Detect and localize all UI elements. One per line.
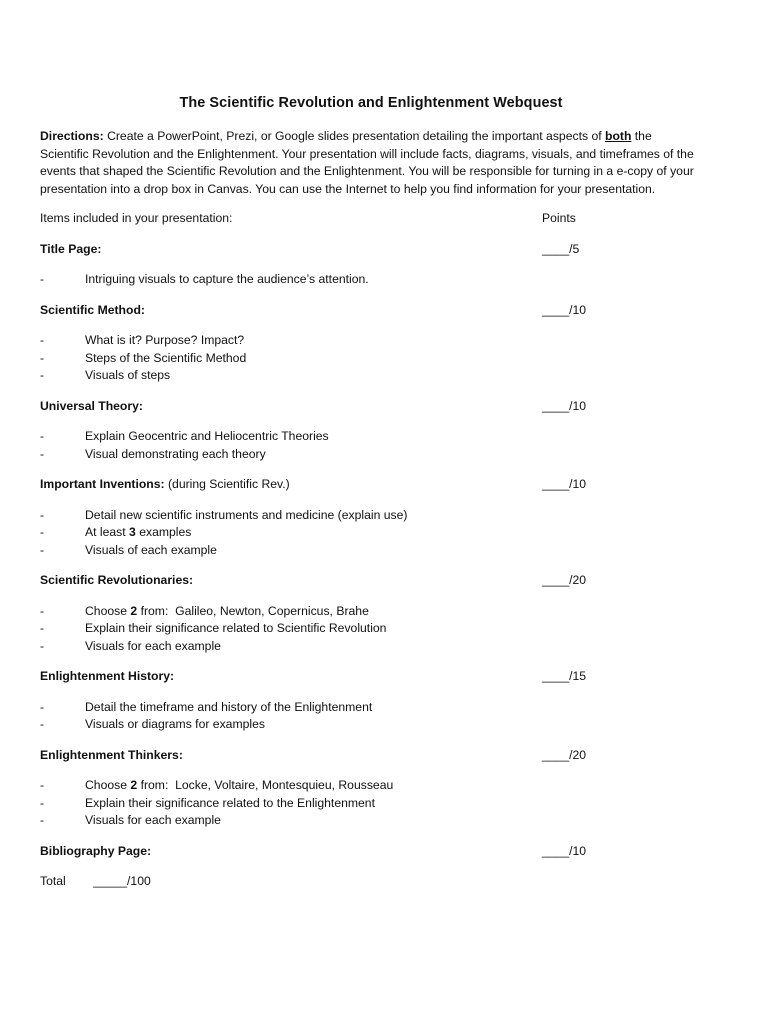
directions-paragraph bbox=[40, 128, 700, 198]
bullet-text: Explain their significance related to Scientific Revolution bbox=[85, 621, 387, 635]
section-bullet-list bbox=[40, 332, 698, 385]
section-points-blank: ____/10 bbox=[542, 398, 587, 413]
section-bullet-list bbox=[40, 699, 698, 734]
bullet-dash: - bbox=[40, 717, 45, 731]
section-heading-row bbox=[40, 572, 698, 590]
section-heading: Bibliography Page: bbox=[40, 843, 152, 858]
rubric-section bbox=[40, 302, 698, 385]
bullet-item bbox=[40, 524, 698, 542]
rubric-section bbox=[40, 398, 698, 464]
directions-text-after: the Scientific Revolution and the Enlightenment. Your presentation will include facts, diagrams, visuals, and timeframes of the events that shaped the Scientific Revolution and the Enlightenment. You will be responsible for turning in a e-copy of your presentation into a drop box in Canvas. You can use the Internet to help you find information for your presentation. bbox=[40, 129, 694, 196]
bullet-dash: - bbox=[40, 446, 45, 461]
total-row bbox=[40, 873, 698, 891]
bullet-item bbox=[40, 507, 698, 525]
bullet-dash: - bbox=[40, 333, 45, 347]
section-bullet-list bbox=[40, 428, 698, 463]
section-heading: Scientific Method: bbox=[40, 302, 145, 317]
points-column-label: Points bbox=[542, 211, 576, 225]
bullet-text-after: examples bbox=[135, 525, 192, 539]
items-header-label: Items included in your presentation: bbox=[40, 211, 233, 225]
bullet-dash: - bbox=[40, 525, 45, 539]
rubric-section bbox=[40, 572, 698, 655]
bullet-text: Visual demonstrating each theory bbox=[85, 446, 266, 461]
bullet-item bbox=[40, 350, 698, 368]
section-heading: Universal Theory: bbox=[40, 398, 143, 413]
bullet-item bbox=[40, 795, 698, 813]
bullet-dash: - bbox=[40, 621, 45, 635]
bullet-text: Detail the timeframe and history of the Enlightenment bbox=[85, 699, 373, 714]
section-bullet-list bbox=[40, 777, 698, 830]
bullet-item bbox=[40, 428, 698, 446]
bullet-text: What is it? Purpose? Impact? bbox=[85, 333, 245, 347]
section-points-blank: ____/10 bbox=[542, 302, 587, 317]
bullet-item bbox=[40, 542, 698, 560]
section-heading-row bbox=[40, 747, 698, 765]
bullet-dash: - bbox=[40, 272, 45, 286]
bullet-item bbox=[40, 638, 698, 656]
bullet-item bbox=[40, 812, 698, 830]
total-label: Total bbox=[40, 874, 66, 888]
bullet-text: Visuals for each example bbox=[85, 813, 221, 827]
rubric-section bbox=[40, 668, 698, 734]
section-heading-row bbox=[40, 241, 698, 259]
bullet-item bbox=[40, 446, 698, 464]
directions-label: Directions: bbox=[40, 129, 104, 143]
section-heading-row bbox=[40, 398, 698, 416]
section-heading: Enlightenment History: bbox=[40, 669, 175, 683]
section-heading: Important Inventions: bbox=[40, 477, 165, 491]
bullet-text-after: from: Locke, Voltaire, Montesquieu, Rousseau bbox=[137, 778, 394, 792]
rubric-section bbox=[40, 747, 698, 830]
bullet-dash: - bbox=[40, 778, 45, 792]
bullet-dash: - bbox=[40, 507, 45, 522]
bullet-bold-number: 3 bbox=[129, 525, 136, 539]
rubric-section bbox=[40, 843, 698, 861]
items-header-row bbox=[40, 210, 698, 228]
rubric-section bbox=[40, 241, 698, 289]
directions-text-before: Create a PowerPoint, Prezi, or Google slides presentation detailing the important aspects of bbox=[107, 129, 602, 143]
bullet-text: Choose bbox=[85, 603, 131, 618]
bullet-text: Visuals for each example bbox=[85, 638, 221, 653]
bullet-item bbox=[40, 367, 698, 385]
bullet-text: Intriguing visuals to capture the audience’s attention. bbox=[85, 272, 369, 286]
bullet-item bbox=[40, 777, 698, 795]
section-heading-note: (during Scientific Rev.) bbox=[164, 477, 290, 491]
section-heading: Title Page: bbox=[40, 241, 102, 256]
section-bullet-list bbox=[40, 603, 698, 656]
bullet-dash: - bbox=[40, 699, 45, 714]
bullet-dash: - bbox=[40, 368, 45, 382]
section-heading-row bbox=[40, 843, 698, 861]
bullet-dash: - bbox=[40, 542, 45, 557]
section-heading-row bbox=[40, 668, 698, 686]
section-heading: Enlightenment Thinkers: bbox=[40, 747, 183, 762]
bullet-text: Steps of the Scientific Method bbox=[85, 350, 247, 365]
section-points-blank: ____/5 bbox=[542, 241, 580, 256]
bullet-item bbox=[40, 603, 698, 621]
section-bullet-list bbox=[40, 507, 698, 560]
bullet-dash: - bbox=[40, 603, 45, 618]
bullet-text: Visuals or diagrams for examples bbox=[85, 717, 265, 731]
rubric-sections bbox=[40, 241, 698, 861]
bullet-dash: - bbox=[40, 795, 45, 810]
section-points-blank: ____/10 bbox=[542, 477, 587, 491]
bullet-text: Visuals of steps bbox=[85, 368, 171, 382]
bullet-item bbox=[40, 620, 698, 638]
bullet-text: Detail new scientific instruments and medicine (explain use) bbox=[85, 507, 408, 522]
bullet-text: Visuals of each example bbox=[85, 542, 217, 557]
bullet-dash: - bbox=[40, 638, 45, 653]
bullet-bold-number: 2 bbox=[130, 778, 138, 792]
section-points-blank: ____/10 bbox=[542, 843, 587, 858]
directions-emphasis: both bbox=[605, 129, 632, 143]
bullet-dash: - bbox=[40, 429, 45, 443]
section-heading: Scientific Revolutionaries: bbox=[40, 573, 194, 587]
section-heading-row bbox=[40, 476, 698, 494]
section-points-blank: ____/20 bbox=[542, 573, 587, 587]
bullet-dash: - bbox=[40, 813, 45, 827]
section-points-blank: ____/20 bbox=[542, 747, 587, 762]
section-points-blank: ____/15 bbox=[542, 669, 587, 683]
bullet-text: Choose bbox=[85, 778, 131, 792]
bullet-item bbox=[40, 699, 698, 717]
rubric-section bbox=[40, 476, 698, 559]
total-score-blank: _____/100 bbox=[93, 874, 151, 888]
bullet-item bbox=[40, 332, 698, 350]
section-bullet-list bbox=[40, 271, 698, 289]
bullet-bold-number: 2 bbox=[130, 603, 138, 618]
bullet-text: At least bbox=[85, 525, 130, 539]
page-title: The Scientific Revolution and Enlightenment Webquest bbox=[179, 95, 563, 111]
bullet-text-after: from: Galileo, Newton, Copernicus, Brahe bbox=[137, 603, 369, 618]
bullet-text: Explain Geocentric and Heliocentric Theories bbox=[85, 429, 329, 443]
section-heading-row bbox=[40, 302, 698, 320]
bullet-item bbox=[40, 271, 698, 289]
bullet-dash: - bbox=[40, 350, 45, 365]
bullet-item bbox=[40, 716, 698, 734]
bullet-text: Explain their significance related to the Enlightenment bbox=[85, 795, 375, 810]
